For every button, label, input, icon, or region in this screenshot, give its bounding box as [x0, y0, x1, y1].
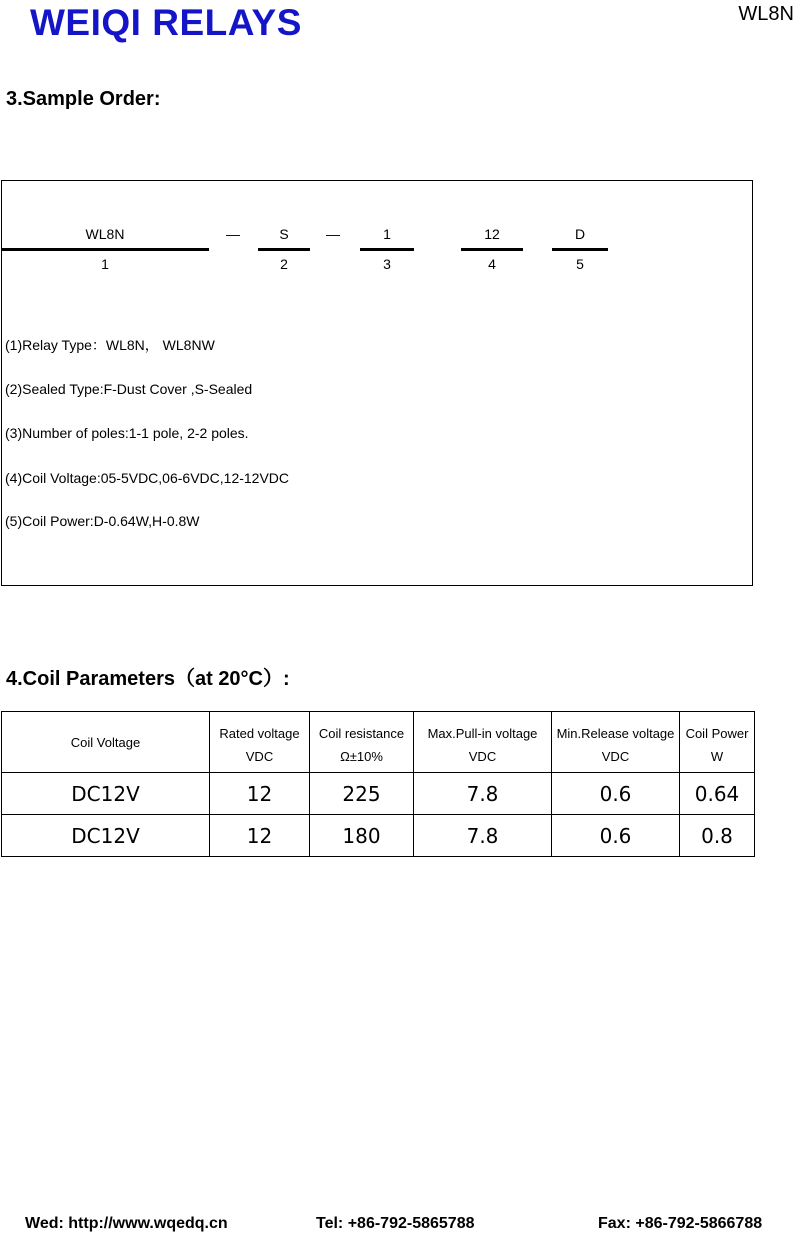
- footer-website: Wed: http://www.wqedq.cn: [25, 1215, 228, 1232]
- code-coil-power: D: [574, 226, 586, 242]
- cell-coil-resistance: 180: [310, 815, 414, 857]
- header-rated-voltage: Rated voltage: [210, 712, 310, 742]
- coil-parameters-table: [1, 711, 755, 857]
- table-row: [2, 773, 755, 815]
- code-underline: [552, 248, 608, 251]
- code-underline: [2, 248, 209, 251]
- cell-rated-voltage: 12: [210, 815, 310, 857]
- code-underline: [360, 248, 414, 251]
- code-relay-type: WL8N: [85, 226, 125, 242]
- cell-coil-power: 0.8: [680, 815, 755, 857]
- unit-min-release: VDC: [552, 741, 680, 773]
- cell-rated-voltage: 12: [210, 773, 310, 815]
- table-row: [2, 815, 755, 857]
- order-item-poles: (3)Number of poles:1-1 pole, 2-2 poles.: [5, 425, 249, 441]
- header-max-pull-in: Max.Pull-in voltage: [414, 712, 552, 742]
- sample-order-heading: 3.Sample Order:: [6, 88, 161, 110]
- header-coil-resistance: Coil resistance: [310, 712, 414, 742]
- unit-coil-power: W: [680, 741, 755, 773]
- cell-min-release: 0.6: [552, 815, 680, 857]
- code-poles: 1: [383, 226, 391, 242]
- cell-coil-resistance: 225: [310, 773, 414, 815]
- cell-coil-voltage: DC12V: [2, 773, 210, 815]
- code-separator: —: [226, 226, 240, 242]
- code-underline: [461, 248, 523, 251]
- unit-rated-voltage: VDC: [210, 741, 310, 773]
- order-item-sealed-type: (2)Sealed Type:F-Dust Cover ,S-Sealed: [5, 381, 253, 397]
- order-item-coil-voltage: (4)Coil Voltage:05-5VDC,06-6VDC,12-12VDC: [5, 470, 290, 486]
- code-sealed-type: S: [279, 226, 289, 242]
- cell-max-pull-in: 7.8: [414, 773, 552, 815]
- code-coil-voltage: 12: [484, 226, 500, 242]
- cell-min-release: 0.6: [552, 773, 680, 815]
- model-number: WL8N: [738, 3, 794, 25]
- order-item-coil-power: (5)Coil Power:D-0.64W,H-0.8W: [5, 513, 200, 529]
- brand-logo-text: WEIQI RELAYS: [30, 2, 302, 43]
- cell-coil-voltage: DC12V: [2, 815, 210, 857]
- code-index: 1: [101, 256, 109, 272]
- code-index: 3: [383, 256, 391, 272]
- unit-coil-resistance: Ω±10%: [310, 741, 414, 773]
- code-index: 4: [488, 256, 496, 272]
- table-header-row: [2, 712, 755, 742]
- code-index: 5: [576, 256, 584, 272]
- code-underline: [258, 248, 310, 251]
- footer-telephone: Tel: +86-792-5865788: [316, 1215, 475, 1232]
- cell-coil-power: 0.64: [680, 773, 755, 815]
- order-item-relay-type: (1)Relay Type：WL8N， WL8NW: [5, 337, 215, 353]
- cell-max-pull-in: 7.8: [414, 815, 552, 857]
- coil-parameters-heading: 4.Coil Parameters（at 20°C）:: [6, 668, 290, 690]
- header-min-release: Min.Release voltage: [552, 712, 680, 742]
- unit-max-pull-in: VDC: [414, 741, 552, 773]
- code-index: 2: [280, 256, 288, 272]
- header-coil-voltage: Coil Voltage: [2, 712, 210, 773]
- code-separator: —: [326, 226, 340, 242]
- footer-fax: Fax: +86-792-5866788: [598, 1215, 763, 1232]
- header-coil-power: Coil Power: [680, 712, 755, 742]
